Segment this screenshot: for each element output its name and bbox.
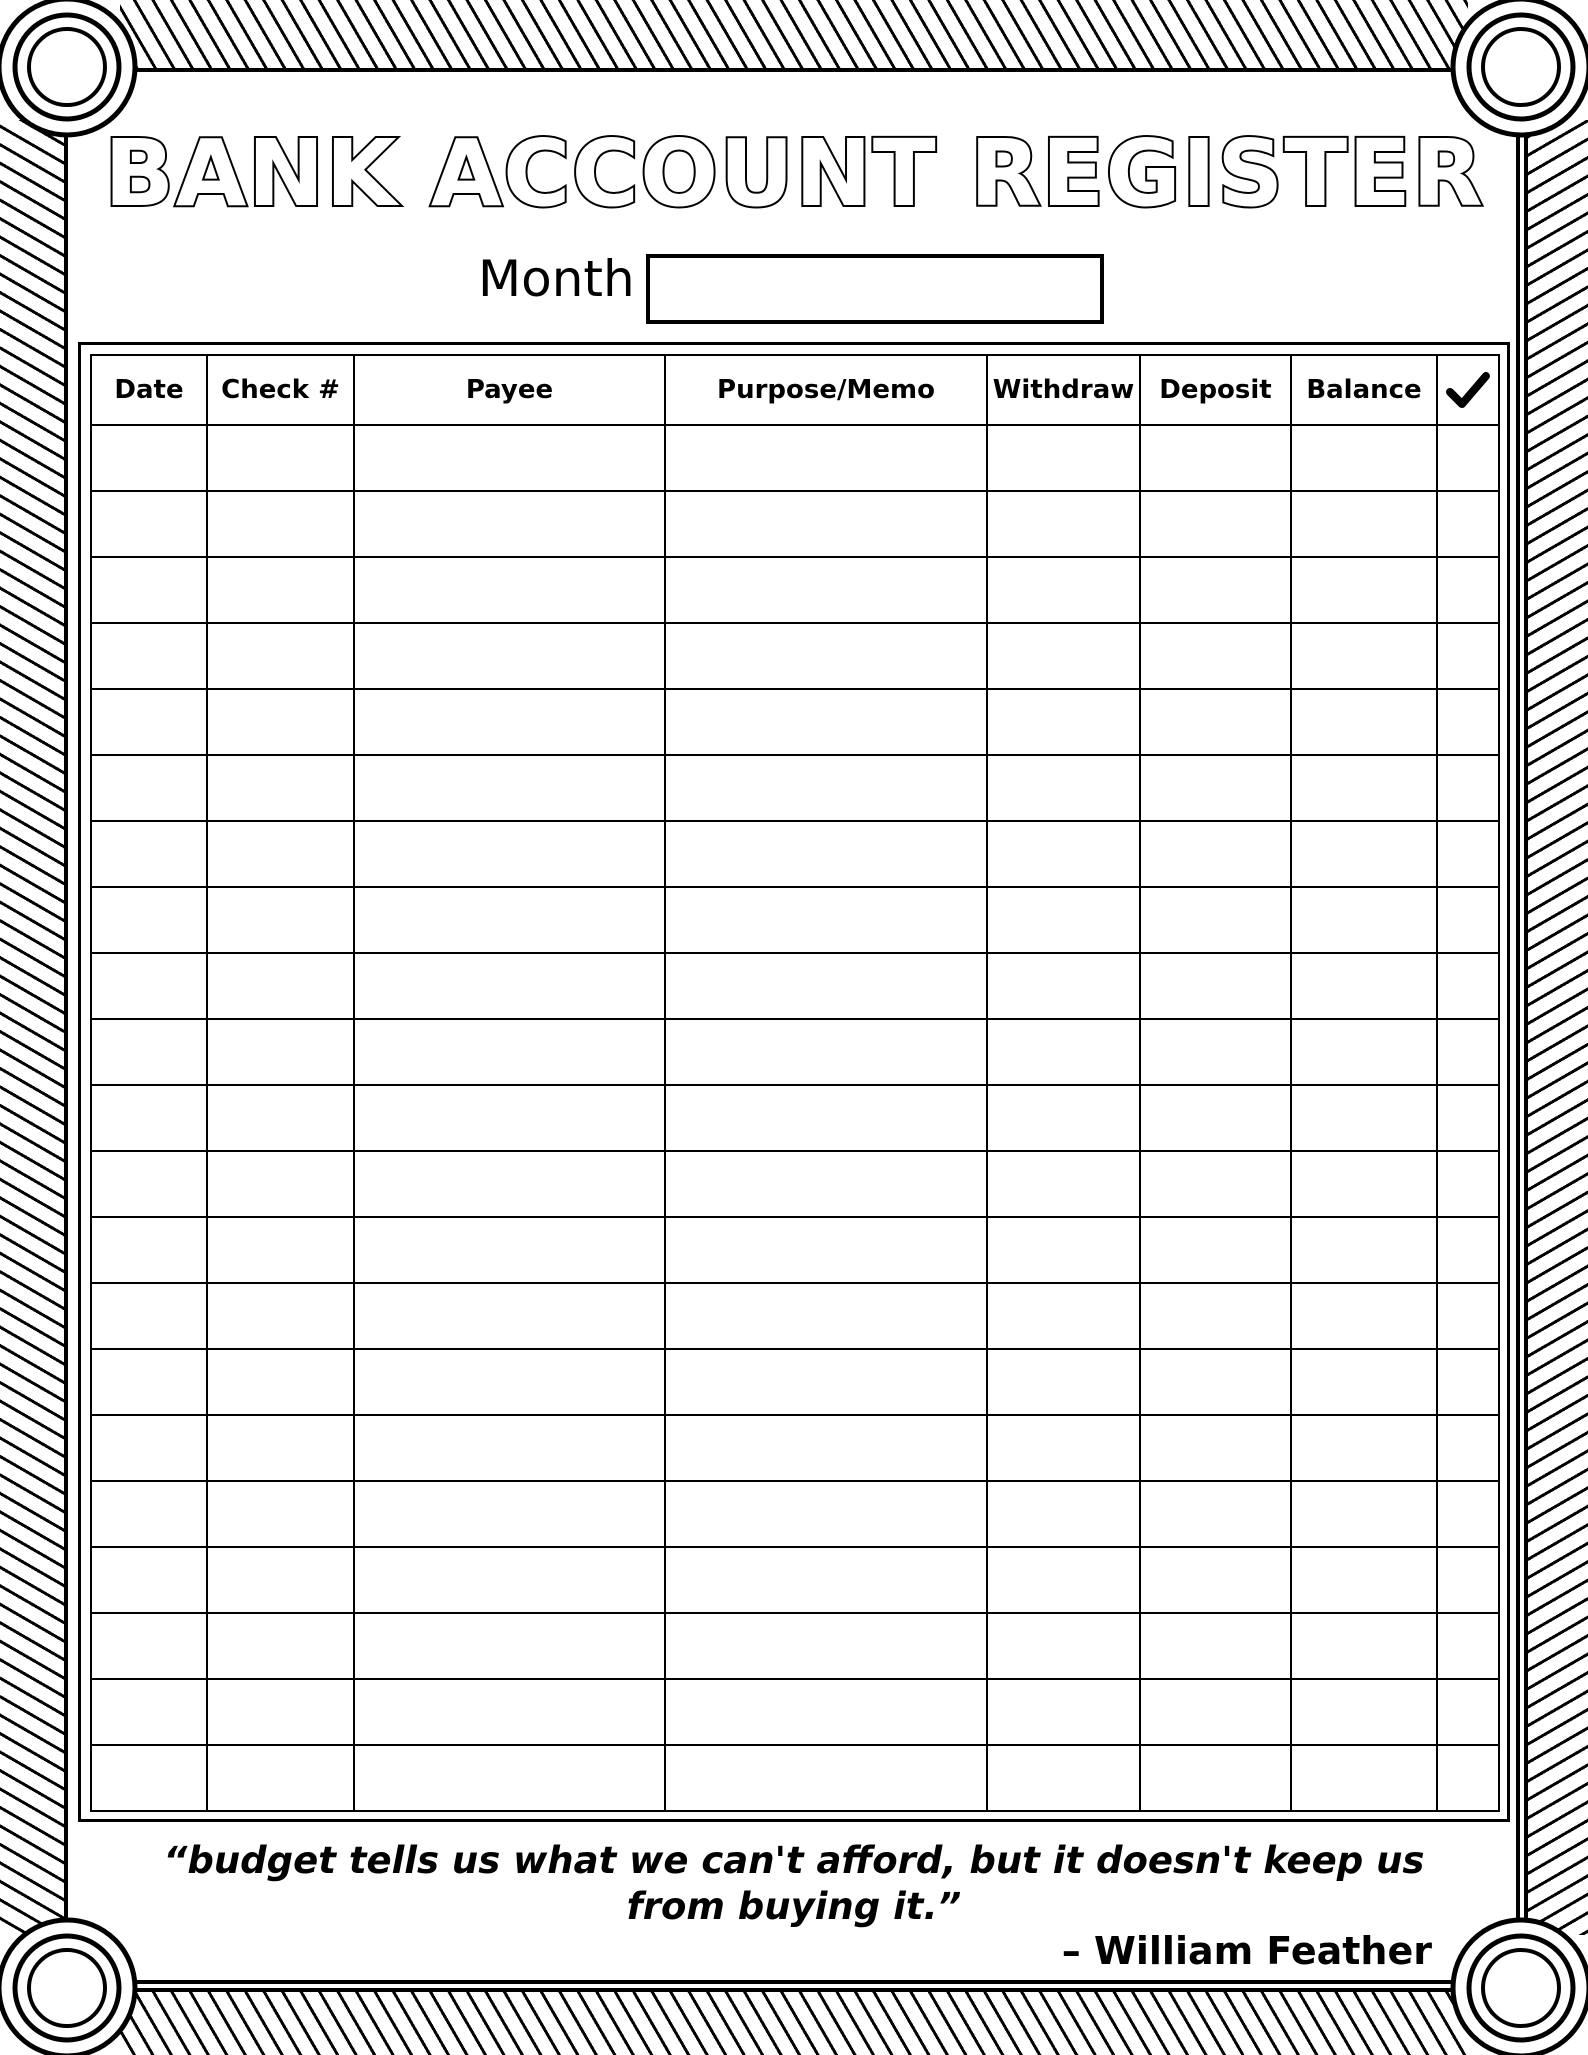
cell-cleared[interactable] [1437,1349,1499,1415]
cell-payee[interactable] [354,755,665,821]
month-field[interactable] [646,254,1104,324]
cell-withdraw[interactable] [987,1283,1140,1349]
corner-circle-icon [0,1913,142,2055]
table-row [91,953,1499,1019]
cell-cleared[interactable] [1437,425,1499,491]
cell-payee[interactable] [354,1745,665,1811]
cell-cleared[interactable] [1437,1019,1499,1085]
cell-cleared[interactable] [1437,491,1499,557]
cell-payee[interactable] [354,1547,665,1613]
register-body [91,425,1499,1811]
cell-date[interactable] [91,689,207,755]
cell-deposit[interactable] [1140,1151,1291,1217]
cell-purpose-memo[interactable] [665,1745,987,1811]
table-row [91,1349,1499,1415]
cell-balance[interactable] [1291,557,1437,623]
cell-deposit[interactable] [1140,1217,1291,1283]
table-row [91,1217,1499,1283]
table-row [91,689,1499,755]
cell-cleared[interactable] [1437,1151,1499,1217]
cell-cleared[interactable] [1437,623,1499,689]
cell-deposit[interactable] [1140,1547,1291,1613]
cell-check-number[interactable] [207,1481,354,1547]
cell-check-number[interactable] [207,1679,354,1745]
cell-withdraw[interactable] [987,1151,1140,1217]
cell-balance[interactable] [1291,887,1437,953]
cell-cleared[interactable] [1437,1613,1499,1679]
cell-date[interactable] [91,557,207,623]
cell-withdraw[interactable] [987,1019,1140,1085]
cell-balance[interactable] [1291,1481,1437,1547]
cell-date[interactable] [91,755,207,821]
cell-purpose-memo[interactable] [665,1547,987,1613]
border-pattern-top [120,0,1468,72]
cell-purpose-memo[interactable] [665,1151,987,1217]
cell-purpose-memo[interactable] [665,1481,987,1547]
cell-deposit[interactable] [1140,491,1291,557]
cell-check-number[interactable] [207,557,354,623]
cell-check-number[interactable] [207,821,354,887]
table-row [91,1613,1499,1679]
cell-cleared[interactable] [1437,953,1499,1019]
cell-date[interactable] [91,1085,207,1151]
cell-date[interactable] [91,821,207,887]
table-row [91,491,1499,557]
cell-check-number[interactable] [207,953,354,1019]
cell-withdraw[interactable] [987,755,1140,821]
column-header-date: Date [91,355,207,425]
cell-check-number[interactable] [207,1745,354,1811]
cell-purpose-memo[interactable] [665,1415,987,1481]
cell-payee[interactable] [354,953,665,1019]
cell-deposit[interactable] [1140,1019,1291,1085]
cell-purpose-memo[interactable] [665,1349,987,1415]
cell-deposit[interactable] [1140,1613,1291,1679]
cell-check-number[interactable] [207,887,354,953]
table-row [91,1415,1499,1481]
cell-cleared[interactable] [1437,755,1499,821]
cell-cleared[interactable] [1437,1745,1499,1811]
cell-date[interactable] [91,1349,207,1415]
column-header-balance: Balance [1291,355,1437,425]
cell-payee[interactable] [354,1085,665,1151]
register-table [90,354,1500,1812]
cell-purpose-memo[interactable] [665,953,987,1019]
cell-purpose-memo[interactable] [665,689,987,755]
cell-payee[interactable] [354,1217,665,1283]
cell-date[interactable] [91,1481,207,1547]
cell-withdraw[interactable] [987,425,1140,491]
cell-check-number[interactable] [207,1415,354,1481]
table-row [91,425,1499,491]
cell-cleared[interactable] [1437,1217,1499,1283]
quote-author: – William Feather [1061,1929,1432,1973]
border-pattern-right [1524,120,1588,1935]
cell-check-number[interactable] [207,1547,354,1613]
cell-cleared[interactable] [1437,821,1499,887]
cell-cleared[interactable] [1437,557,1499,623]
cell-date[interactable] [91,491,207,557]
cell-cleared[interactable] [1437,1547,1499,1613]
column-header-deposit: Deposit [1140,355,1291,425]
column-header-payee: Payee [354,355,665,425]
cell-withdraw[interactable] [987,953,1140,1019]
cell-deposit[interactable] [1140,821,1291,887]
table-row [91,1547,1499,1613]
corner-circle-icon [1446,1913,1588,2055]
cell-purpose-memo[interactable] [665,887,987,953]
cell-cleared[interactable] [1437,1679,1499,1745]
cell-date[interactable] [91,1613,207,1679]
cell-purpose-memo[interactable] [665,491,987,557]
column-header-cleared [1437,355,1499,425]
cell-date[interactable] [91,1283,207,1349]
cell-date[interactable] [91,425,207,491]
cell-deposit[interactable] [1140,425,1291,491]
cell-withdraw[interactable] [987,491,1140,557]
cell-withdraw[interactable] [987,689,1140,755]
cell-payee[interactable] [354,1415,665,1481]
table-row [91,755,1499,821]
cell-date[interactable] [91,1019,207,1085]
cell-check-number[interactable] [207,1217,354,1283]
cell-payee[interactable] [354,1283,665,1349]
table-header-row [91,355,1499,425]
cell-balance[interactable] [1291,1085,1437,1151]
cell-check-number[interactable] [207,1151,354,1217]
cell-payee[interactable] [354,623,665,689]
cell-balance[interactable] [1291,821,1437,887]
cell-check-number[interactable] [207,755,354,821]
cell-deposit[interactable] [1140,1283,1291,1349]
cell-check-number[interactable] [207,689,354,755]
month-label: Month [478,250,635,308]
cell-deposit[interactable] [1140,887,1291,953]
cell-withdraw[interactable] [987,1745,1140,1811]
cell-deposit[interactable] [1140,689,1291,755]
cell-balance[interactable] [1291,1679,1437,1745]
cell-payee[interactable] [354,1349,665,1415]
cell-withdraw[interactable] [987,887,1140,953]
cell-check-number[interactable] [207,623,354,689]
cell-payee[interactable] [354,689,665,755]
cell-balance[interactable] [1291,1349,1437,1415]
cell-cleared[interactable] [1437,1283,1499,1349]
cell-withdraw[interactable] [987,623,1140,689]
cell-check-number[interactable] [207,425,354,491]
cell-deposit[interactable] [1140,1415,1291,1481]
cell-purpose-memo[interactable] [665,425,987,491]
cell-balance[interactable] [1291,1745,1437,1811]
table-row [91,1085,1499,1151]
table-row [91,1151,1499,1217]
cell-deposit[interactable] [1140,557,1291,623]
cell-purpose-memo[interactable] [665,557,987,623]
cell-payee[interactable] [354,821,665,887]
cell-balance[interactable] [1291,1019,1437,1085]
cell-purpose-memo[interactable] [665,1085,987,1151]
cell-date[interactable] [91,1679,207,1745]
checkmark-icon [1446,370,1490,410]
cell-purpose-memo[interactable] [665,1283,987,1349]
cell-payee[interactable] [354,1481,665,1547]
cell-purpose-memo[interactable] [665,755,987,821]
cell-check-number[interactable] [207,1613,354,1679]
column-header-check-number: Check # [207,355,354,425]
cell-withdraw[interactable] [987,1613,1140,1679]
cell-withdraw[interactable] [987,1085,1140,1151]
page-title: BANK ACCOUNT REGISTER [104,120,1484,227]
cell-check-number[interactable] [207,491,354,557]
cell-balance[interactable] [1291,1151,1437,1217]
cell-deposit[interactable] [1140,1745,1291,1811]
table-row [91,623,1499,689]
cell-balance[interactable] [1291,425,1437,491]
table-row [91,821,1499,887]
cell-payee[interactable] [354,1613,665,1679]
cell-withdraw[interactable] [987,1481,1140,1547]
cell-deposit[interactable] [1140,623,1291,689]
cell-balance[interactable] [1291,1415,1437,1481]
cell-payee[interactable] [354,1151,665,1217]
border-pattern-bottom [120,1988,1468,2055]
cell-deposit[interactable] [1140,1349,1291,1415]
cell-purpose-memo[interactable] [665,623,987,689]
column-header-withdraw: Withdraw [987,355,1140,425]
cell-payee[interactable] [354,1019,665,1085]
cell-date[interactable] [91,1217,207,1283]
table-row [91,1481,1499,1547]
cell-cleared[interactable] [1437,689,1499,755]
table-row [91,1019,1499,1085]
cell-date[interactable] [91,953,207,1019]
cell-balance[interactable] [1291,491,1437,557]
cell-balance[interactable] [1291,689,1437,755]
cell-balance[interactable] [1291,1613,1437,1679]
cell-deposit[interactable] [1140,1481,1291,1547]
cell-deposit[interactable] [1140,755,1291,821]
cell-balance[interactable] [1291,755,1437,821]
cell-deposit[interactable] [1140,1679,1291,1745]
cell-purpose-memo[interactable] [665,1679,987,1745]
cell-deposit[interactable] [1140,1085,1291,1151]
cell-withdraw[interactable] [987,1415,1140,1481]
table-row [91,1283,1499,1349]
cell-balance[interactable] [1291,1217,1437,1283]
cell-withdraw[interactable] [987,557,1140,623]
cell-payee[interactable] [354,425,665,491]
cell-payee[interactable] [354,491,665,557]
cell-payee[interactable] [354,557,665,623]
cell-payee[interactable] [354,887,665,953]
cell-cleared[interactable] [1437,887,1499,953]
cell-purpose-memo[interactable] [665,1217,987,1283]
cell-cleared[interactable] [1437,1415,1499,1481]
column-header-purpose-memo: Purpose/Memo [665,355,987,425]
cell-check-number[interactable] [207,1085,354,1151]
cell-deposit[interactable] [1140,953,1291,1019]
cell-check-number[interactable] [207,1019,354,1085]
cell-withdraw[interactable] [987,1217,1140,1283]
cell-date[interactable] [91,887,207,953]
cell-balance[interactable] [1291,1547,1437,1613]
table-row [91,1679,1499,1745]
cell-payee[interactable] [354,1679,665,1745]
table-row [91,1745,1499,1811]
cell-purpose-memo[interactable] [665,1613,987,1679]
quote-text: “budget tells us what we can't afford, but it doesn't keep us from buying it.” [163,1839,1425,1928]
cell-date[interactable] [91,1547,207,1613]
cell-purpose-memo[interactable] [665,1019,987,1085]
cell-date[interactable] [91,1415,207,1481]
cell-purpose-memo[interactable] [665,821,987,887]
cell-date[interactable] [91,623,207,689]
table-row [91,557,1499,623]
cell-check-number[interactable] [207,1283,354,1349]
cell-check-number[interactable] [207,1349,354,1415]
cell-date[interactable] [91,1745,207,1811]
cell-balance[interactable] [1291,623,1437,689]
border-pattern-left [0,120,68,1935]
cell-cleared[interactable] [1437,1481,1499,1547]
cell-withdraw[interactable] [987,1349,1140,1415]
cell-withdraw[interactable] [987,1679,1140,1745]
cell-withdraw[interactable] [987,1547,1140,1613]
cell-balance[interactable] [1291,953,1437,1019]
cell-cleared[interactable] [1437,1085,1499,1151]
cell-balance[interactable] [1291,1283,1437,1349]
cell-withdraw[interactable] [987,821,1140,887]
cell-date[interactable] [91,1151,207,1217]
table-row [91,887,1499,953]
